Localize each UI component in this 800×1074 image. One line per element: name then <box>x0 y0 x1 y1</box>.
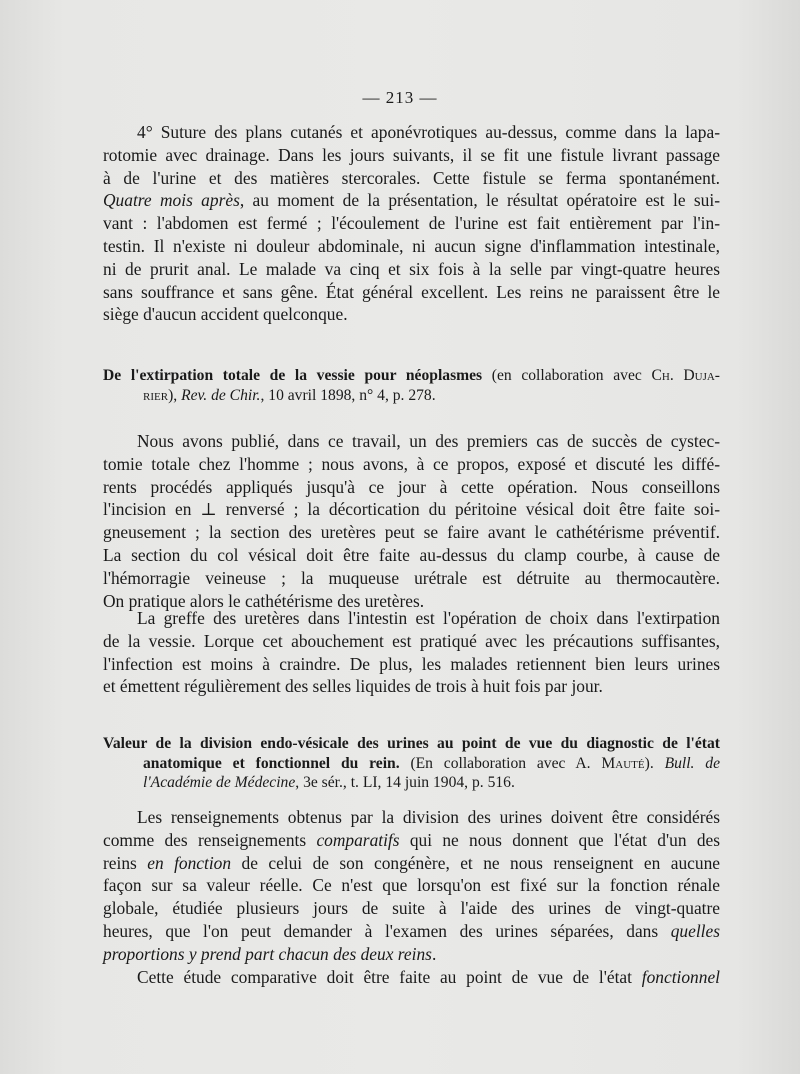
text-line: l'incision en ⊥ renversé ; la décortication du péritoine vésical doit être faite soi- <box>103 499 720 520</box>
text-line: et émettent régulièrement des selles liquides de trois à huit fois par jour. <box>103 676 603 697</box>
text-line: testin. Il n'existe ni douleur abdominale, ni aucun signe d'inflammation intestinale, <box>103 235 720 256</box>
paragraph-extirpation-1 <box>103 430 720 612</box>
italic-text: Quatre mois après <box>103 190 240 211</box>
journal-name: l'Académie de Médecine <box>143 774 296 792</box>
text-line: de la vessie. Lorque cet abouchement est pratiqué avec les précautions suffisantes, <box>103 630 720 651</box>
author-name: Ch. Duja- <box>651 367 721 384</box>
text-line: rotomie avec drainage. Dans les jours suivants, il se fit une fistule livrant passage <box>103 144 720 165</box>
section-heading-division <box>103 734 720 793</box>
italic-text: fonctionnel <box>641 966 720 987</box>
heading-line: anatomique et fonctionnel du rein. (En collaboration avec A. Mauté). Bull. de <box>143 754 720 772</box>
text-line: Nous avons publié, dans ce travail, un des premiers cas de succès de cystec- <box>137 431 720 451</box>
italic-text: comparatifs <box>316 829 400 850</box>
text-line: l'infection est moins à craindre. De plus, les malades retiennent bien leurs urines <box>103 653 720 674</box>
text-line: On pratique alors le cathétérisme des uretères. <box>103 590 425 611</box>
text-line: sans souffrance et sans gêne. État général excellent. Les reins ne paraissent être le <box>103 281 720 302</box>
italic-text: quelles <box>670 920 720 941</box>
text-line: reins en fonction de celui de son congénère, et ne nous renseignent en aucune <box>103 852 720 873</box>
author-name: rier <box>143 386 169 404</box>
heading-title: De l'extirpation totale de la vessie pour néoplasmes <box>103 367 483 384</box>
text-line: siège d'aucun accident quelconque. <box>103 304 348 325</box>
page-number: — 213 — <box>362 88 438 107</box>
text-line: tomie totale chez l'homme ; nous avons, à ce propos, exposé et discuté les diffé- <box>103 453 720 474</box>
text-line: globale, étudiée plusieurs jours de suite à l'aide des urines de vingt-quatre <box>103 898 720 919</box>
heading-line: l'Académie de Médecine, 3e sér., t. LI, 14 juin 1904, p. 516. <box>143 774 515 792</box>
text-line: ni de prurit anal. Le malade va cinq et six fois à la selle par vingt-quatre heures <box>103 258 720 279</box>
text-line: comme des renseignements comparatifs qui ne nous donnent que l'état d'un des <box>103 829 720 850</box>
text-line: rents procédés appliqués jusqu'à ce jour à cette opération. Nous conseillons <box>103 476 720 497</box>
heading-line: rier), Rev. de Chir., 10 avril 1898, n° 4, p. 278. <box>143 386 436 404</box>
text-line: 4° Suture des plans cutanés et aponévrotiques au-dessus, comme dans la lapa- <box>137 122 720 142</box>
heading-title: anatomique et fonctionnel du rein. <box>143 754 400 772</box>
text-line: l'hémorragie veineuse ; la muqueuse urétrale est détruite au thermocautère. <box>103 567 720 588</box>
italic-text: proportions y prend part chacun des deux reins <box>103 943 432 964</box>
text-line: Quatre mois après, au moment de la présentation, le résultat opératoire est le sui- <box>103 190 720 211</box>
author-name: Mauté <box>601 754 645 772</box>
paragraph-division <box>103 806 720 988</box>
text-line: La section du col vésical doit être faite au-dessus du clamp courbe, à cause de <box>103 544 720 565</box>
text-line: Les renseignements obtenus par la division des urines doivent être considérés <box>137 807 720 827</box>
text-line: proportions y prend part chacun des deux reins. <box>103 943 437 964</box>
text-line: La greffe des uretères dans l'intestin est l'opération de choix dans l'extirpation <box>137 608 720 628</box>
text-line: Cette étude comparative doit être faite au point de vue de l'état fonctionnel <box>137 966 720 987</box>
paragraph-extirpation-2 <box>103 607 720 698</box>
heading-title: Valeur de la division endo-vésicale des urines au point de vue du diagnostic de l'état <box>103 735 720 752</box>
text-line: gneusement ; la section des uretères peut se faire avant le cathétérisme préventif. <box>103 522 720 543</box>
paragraph-suture <box>103 121 720 326</box>
text-line: heures, que l'on peut demander à l'examen des urines séparées, dans quelles <box>103 920 720 941</box>
journal-name: Bull. de <box>664 754 720 772</box>
italic-text: en fonction <box>147 852 232 873</box>
heading-line: De l'extirpation totale de la vessie pour néoplasmes (en collaboration avec Ch. Duja- <box>103 367 721 384</box>
text-line: façon sur sa valeur réelle. Ce n'est que lorsqu'on est fixé sur la fonction rénale <box>103 875 720 896</box>
section-heading-extirpation <box>103 366 720 405</box>
journal-name: Rev. de Chir. <box>181 386 261 404</box>
text-line: vant : l'abdomen est fermé ; l'écoulement de l'urine est fait entièrement par l'in- <box>103 213 720 234</box>
heading-line <box>103 734 720 754</box>
text-line: à de l'urine et des matières stercorales. Cette fistule se ferma spontanément. <box>103 167 720 188</box>
